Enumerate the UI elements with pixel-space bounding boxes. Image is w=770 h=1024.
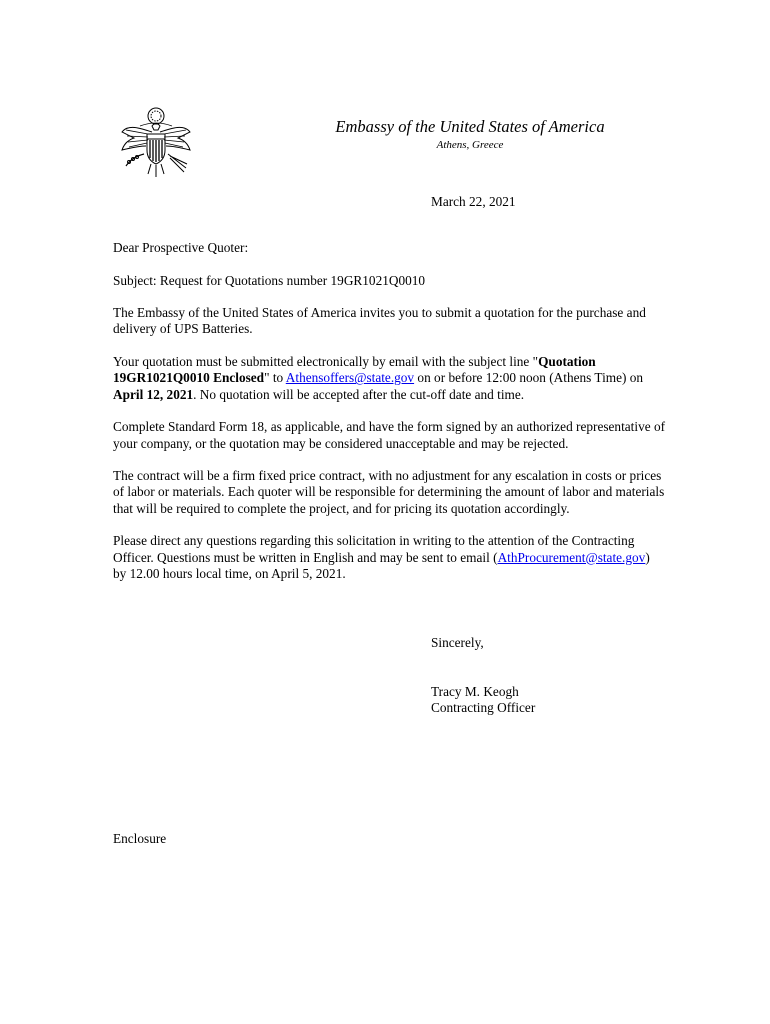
questions-text-2: ) by 12.00 hours local time, on April 5, 2021.: [113, 549, 650, 581]
closing: Sincerely,: [431, 635, 484, 650]
submission-text-3: on or before 12:00 noon (Athens Time) on: [414, 370, 644, 386]
submission-text-4: . No quotation will be accepted after the cut-off date and time.: [193, 386, 525, 402]
contract-paragraph: The contract will be a firm fixed price contract, with no adjustment for any escalation in costs or prices of labor or materials. Each quoter will be responsible for determining the amount of labor and materials that will be required to complete the project, and for pricing its quotation accordingly.: [113, 468, 665, 516]
athensoffers-email-link[interactable]: Athensoffers@state.gov: [285, 370, 415, 386]
questions-text-1: Please direct any questions regarding this solicitation in writing to the attention of the Contracting Officer. Questions must be written in English and may be sent to email (: [113, 533, 635, 565]
letter-date: March 22, 2021: [431, 194, 516, 209]
intro-paragraph: The Embassy of the United States of America invites you to submit a quotation for the purchase and delivery of UPS Batteries.: [113, 305, 646, 337]
submission-paragraph: [113, 354, 665, 403]
deadline-date-bold: April 12, 2021: [113, 386, 194, 402]
enclosure-label: Enclosure: [113, 831, 167, 846]
salutation: Dear Prospective Quoter:: [113, 240, 249, 255]
questions-paragraph: [113, 533, 665, 582]
embassy-city: Athens, Greece: [436, 139, 504, 151]
quotation-subject-bold: Quotation 19GR1021Q0010 Enclosed: [113, 354, 596, 386]
great-seal-eagle-icon: [118, 104, 194, 186]
embassy-title: Embassy of the United States of America: [335, 117, 605, 136]
signer-title: Contracting Officer: [431, 700, 536, 715]
subject-line: Subject: Request for Quotations number 19GR1021Q0010: [113, 272, 426, 288]
signer-name: Tracy M. Keogh: [431, 684, 519, 699]
submission-text-1: Your quotation must be submitted electronically by email with the subject line ": [113, 354, 539, 370]
sf18-paragraph: Complete Standard Form 18, as applicable, and have the form signed by an authorized representative of your company, or the quotation may be considered unacceptable and may be rejected.: [113, 419, 666, 451]
procurement-email-link[interactable]: AthProcurement@state.gov: [497, 549, 646, 565]
letter-body: [113, 240, 665, 599]
submission-text-2: " to: [264, 370, 286, 386]
